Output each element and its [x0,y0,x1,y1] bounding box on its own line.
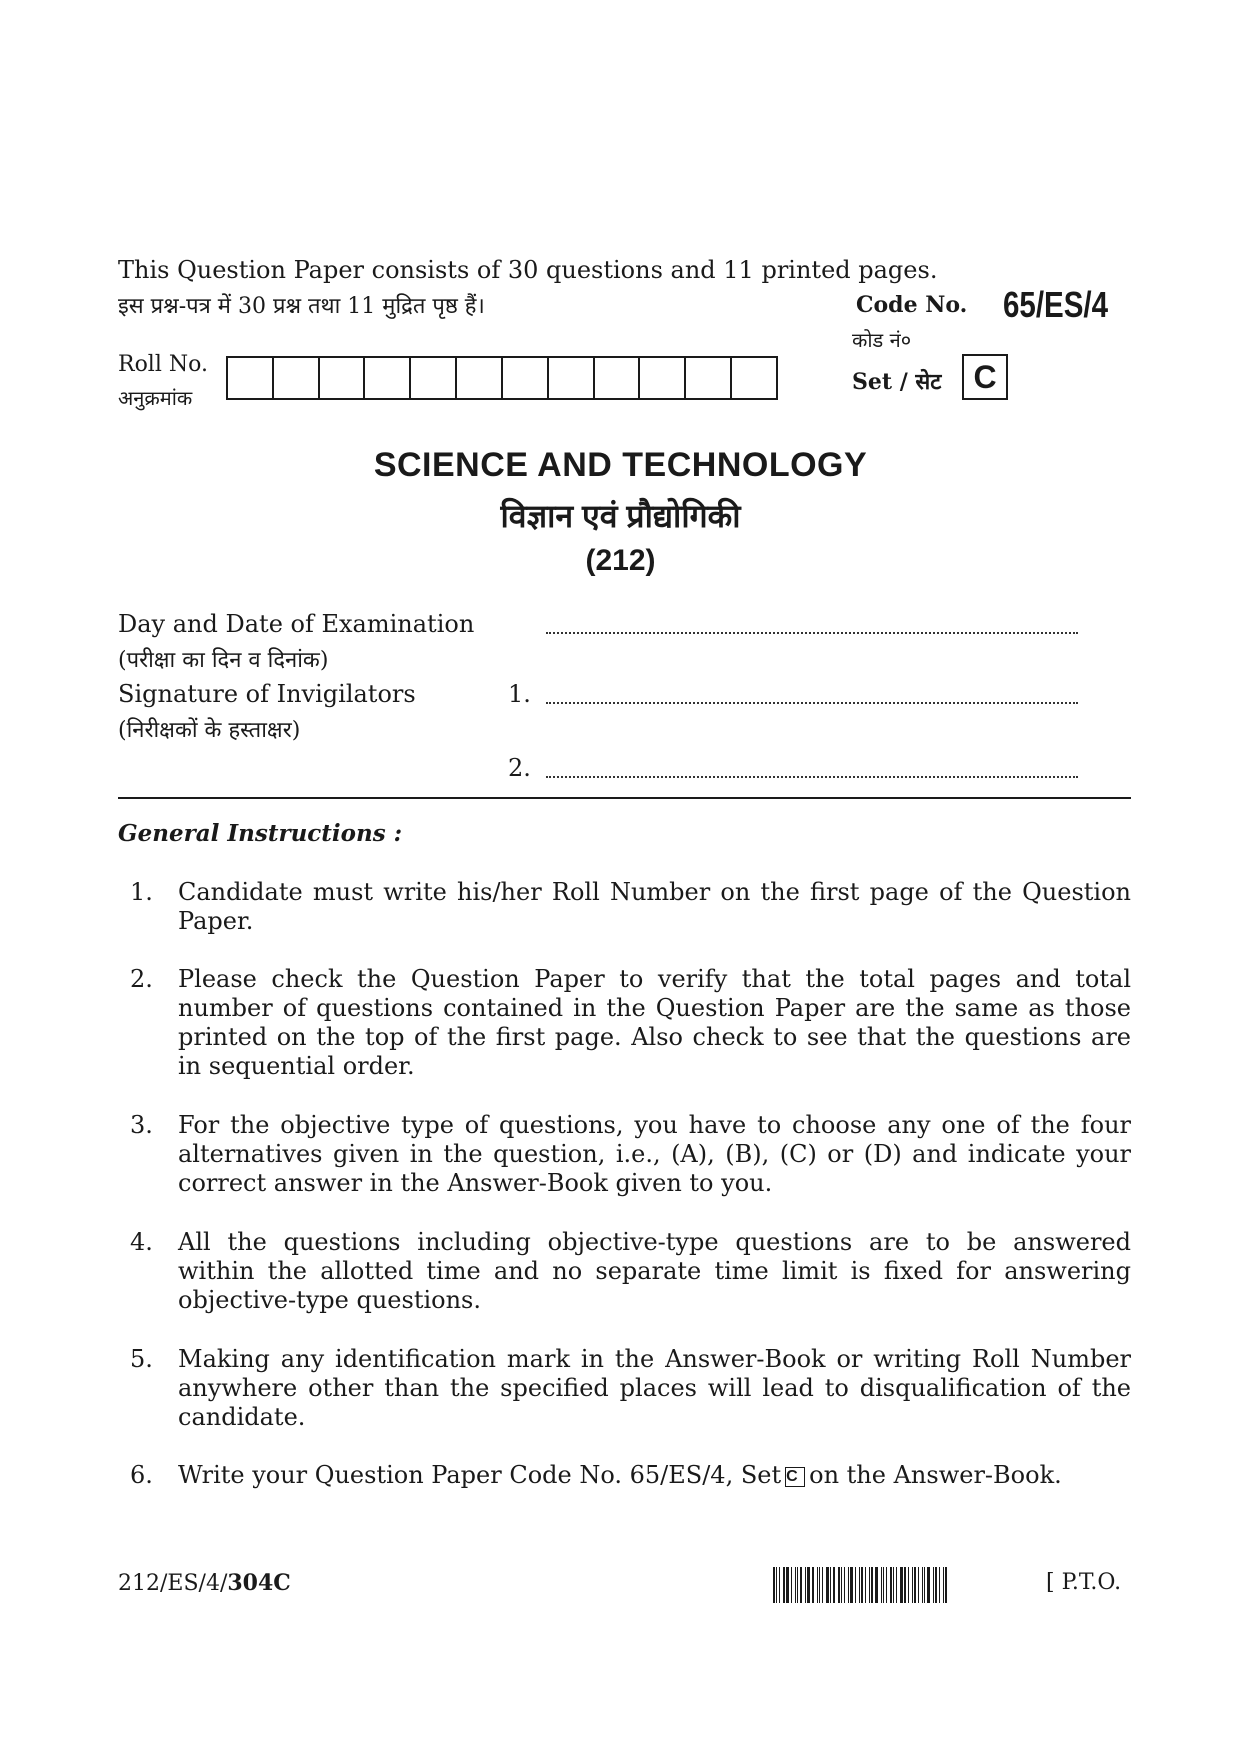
roll-number-cell[interactable] [228,358,274,398]
instruction-text: For the objective type of questions, you have to choose any one of the four alternatives given in the question, i.e., (A), (B), (C) or (D) and indicate your correct answer in the Answer-Book given to you. [178,1111,1131,1197]
set-label: Set / सेट [852,369,942,395]
instruction-number: 2. [130,965,153,993]
instruction-text: Making any identification mark in the Answer-Book or writing Roll Number anywhere other than the specified places will lead to disqualification of the candidate. [178,1345,1131,1431]
instruction-item-2 [118,965,1131,1081]
roll-label-en: Roll No. [118,352,208,377]
barcode-bar [890,1567,892,1603]
barcode-bar [912,1567,913,1603]
barcode-bar [841,1567,842,1603]
barcode-bar [933,1567,934,1603]
instruction-text: Please check the Question Paper to verify that the total pages and total number of questions contained in the Question Paper are the same as those printed on the top of the first page. Also check to see that the questions are in sequential order. [178,965,1131,1080]
barcode-bar [791,1567,792,1603]
roll-number-cell[interactable] [549,358,595,398]
footer-code-plain: 212/ES/4/ [118,1571,228,1596]
barcode-bar [861,1567,863,1603]
barcode-bar [797,1567,798,1603]
barcode-bar [859,1567,860,1603]
invigilator-1-field[interactable] [546,702,1078,704]
set-box: C [962,354,1008,400]
exam-date-field[interactable] [546,632,1078,634]
instruction-text [178,1461,1131,1490]
barcode-bar [896,1567,897,1603]
roll-number-cell[interactable] [411,358,457,398]
barcode-bar [773,1567,775,1603]
roll-number-boxes[interactable] [226,356,778,400]
footer-code-bold: 304C [227,1570,291,1596]
barcode-bar [838,1567,840,1603]
code-value: 65/ES/4 [1003,284,1109,325]
subject-title-en: SCIENCE AND TECHNOLOGY [373,446,868,484]
roll-number-cell[interactable] [503,358,549,398]
instruction-item-6 [118,1461,1131,1490]
code-label-hi: कोड नं० [852,328,912,352]
barcode-bar [855,1567,856,1603]
barcode-bar [935,1567,937,1603]
instruction-item-4 [118,1228,1131,1315]
barcode-bar [819,1567,820,1603]
barcode-bar [893,1567,894,1603]
barcode-bar [869,1567,870,1603]
barcode-bar [830,1567,831,1603]
instruction-number: 3. [130,1111,153,1139]
roll-number-cell[interactable] [640,358,686,398]
barcode-bar [795,1567,796,1603]
instruction-text: All the questions including objective-type questions are to be answered within the allotted time and no separate time limit is fixed for answering objective-type questions. [178,1228,1131,1314]
instruction-number: 6. [130,1461,153,1489]
instruction-number: 5. [130,1345,153,1373]
barcode-bar [800,1567,802,1603]
exam-date-label-en: Day and Date of Examination [118,610,475,638]
instruction-text-after: on the Answer-Book. [809,1461,1062,1489]
barcode-bar [779,1567,780,1603]
instruction-item-5 [118,1345,1131,1432]
roll-number-cell[interactable] [686,358,732,398]
instruction-item-3 [118,1111,1131,1198]
barcode-bar [776,1567,777,1603]
barcode-bar [922,1567,923,1603]
barcode-bar [883,1567,884,1603]
instructions-heading: General Instructions : [118,820,403,847]
instruction-text: Candidate must write his/her Roll Number on the first page of the Question Paper. [178,878,1131,935]
barcode-bar [875,1567,878,1603]
barcode-bar [786,1567,789,1603]
roll-number-cell[interactable] [732,358,776,398]
barcode-bar [805,1567,806,1603]
barcode-bar [871,1567,873,1603]
barcode-bar [924,1567,925,1603]
roll-number-cell[interactable] [457,358,503,398]
barcode-bar [844,1567,845,1603]
barcode-bar [918,1567,919,1603]
consists-english: This Question Paper consists of 30 questions and 11 printed pages. [118,256,938,284]
code-label-en: Code No. [856,292,968,318]
invigilator-1-number: 1. [508,680,531,708]
barcode-bar [900,1567,903,1603]
roll-number-cell[interactable] [365,358,411,398]
barcode-bar [822,1567,823,1603]
barcode-bar [886,1567,887,1603]
barcode-bar [848,1567,849,1603]
consists-hindi: इस प्रश्न-पत्र में 30 प्रश्न तथा 11 मुद्रित पृष्ठ हैं। [118,294,485,319]
subject-title-hi: विज्ञान एवं प्रौद्योगिकी [500,498,741,534]
instruction-item-1 [118,878,1131,936]
barcode-bar [914,1567,916,1603]
barcode-bar [826,1567,829,1603]
roll-number-cell[interactable] [274,358,320,398]
footer-paper-code [118,1570,291,1596]
exam-date-label-hi: (परीक्षा का दिन व दिनांक) [118,648,329,673]
barcode-bar [943,1567,944,1603]
invigilator-2-field[interactable] [546,776,1078,778]
barcode-bar [908,1567,909,1603]
instruction-number: 4. [130,1228,153,1256]
barcode-bar [939,1567,940,1603]
invigilator-label-en: Signature of Invigilators [118,680,416,708]
barcode-bar [817,1567,818,1603]
roll-number-cell[interactable] [595,358,641,398]
barcode-bar [807,1567,810,1603]
barcode-bar [904,1567,906,1603]
invigilator-label-hi: (निरीक्षकों के हस्ताक्षर) [118,718,301,743]
barcode-bar [783,1567,785,1603]
barcode-bar [833,1567,835,1603]
barcode-bar [812,1567,814,1603]
instruction-number: 1. [130,878,153,906]
subject-code: (212) [585,544,656,577]
barcode-bar [865,1567,866,1603]
instruction-text-before: Write your Question Paper Code No. 65/ES/4, Set [178,1461,782,1489]
roll-label-hi: अनुक्रमांक [118,386,193,410]
roll-number-cell[interactable] [320,358,366,398]
set-mark-box: C [785,1467,805,1487]
pto-label: [ P.T.O. [1046,1570,1122,1595]
divider-rule [118,797,1131,799]
barcode-bar [881,1567,882,1603]
barcode-bar [850,1567,853,1603]
barcode [773,1567,1033,1603]
barcode-bar [927,1567,930,1603]
invigilator-2-number: 2. [508,754,531,782]
barcode-bar [945,1567,947,1603]
